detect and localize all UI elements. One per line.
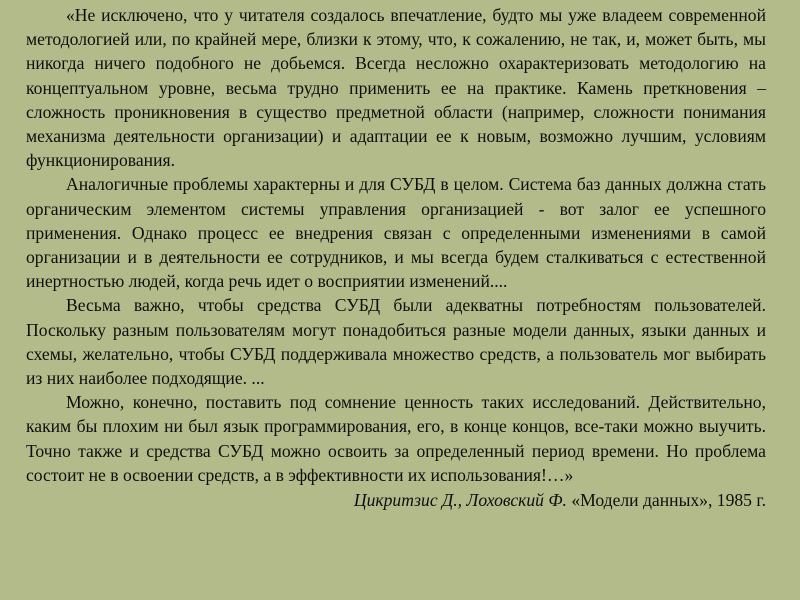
quote-paragraph-3: Весьма важно, чтобы средства СУБД были адекватны потребностям пользователей. Поскольку разным пользователям могут понадобиться разные модели данных, языки данных и схемы, желательно, чтобы СУБД поддерживала множество средств, а пользователь мог выбирать из них наиболее подходящие. ... [26, 295, 766, 389]
citation-source: «Модели данных», 1985 г. [571, 490, 766, 511]
quote-paragraph-2: Аналогичные проблемы характерны и для СУБД в целом. Система баз данных должна стать органическим элементом системы управления организацией - вот залог ее успешного применения. Однако процесс ее внедрения связан с определенными изменениями в самой организации и в деятельности ее сотрудников, и мы всегда будем сталкиваться с естественной инертностью людей, когда речь идет о восприятии изменений.... [26, 174, 766, 292]
quote-text [26, 3, 766, 487]
quote-paragraph-4: Можно, конечно, поставить под сомнение ценность таких исследований. Действительно, каким бы плохим ни был язык программирования, его, в конце концов, все-таки можно выучить. Точно также и средства СУБД можно освоить за определенный период времени. Но проблема состоит не в освоении средств, а в эффективности их использования!…» [26, 392, 766, 485]
quote-paragraph-1: «Не исключено, что у читателя создалось впечатление, будто мы уже владеем современной методологией или, по крайней мере, близки к этому, что, к сожалению, не так, и, может быть, мы никогда ничего подобного не добьемся. Всегда несложно охарактеризовать методологию на концептуальном уровне, весьма трудно применить ее на практике. Камень преткновения – сложность проникновения в существо предметной области (например, сложности понимания механизма деятельности организации) и адаптации ее к новым, возможно лучшим, условиям функционирования. [26, 5, 766, 171]
citation [26, 488, 766, 512]
citation-authors: Цикритзис Д., Лоховский Ф. [353, 490, 567, 511]
